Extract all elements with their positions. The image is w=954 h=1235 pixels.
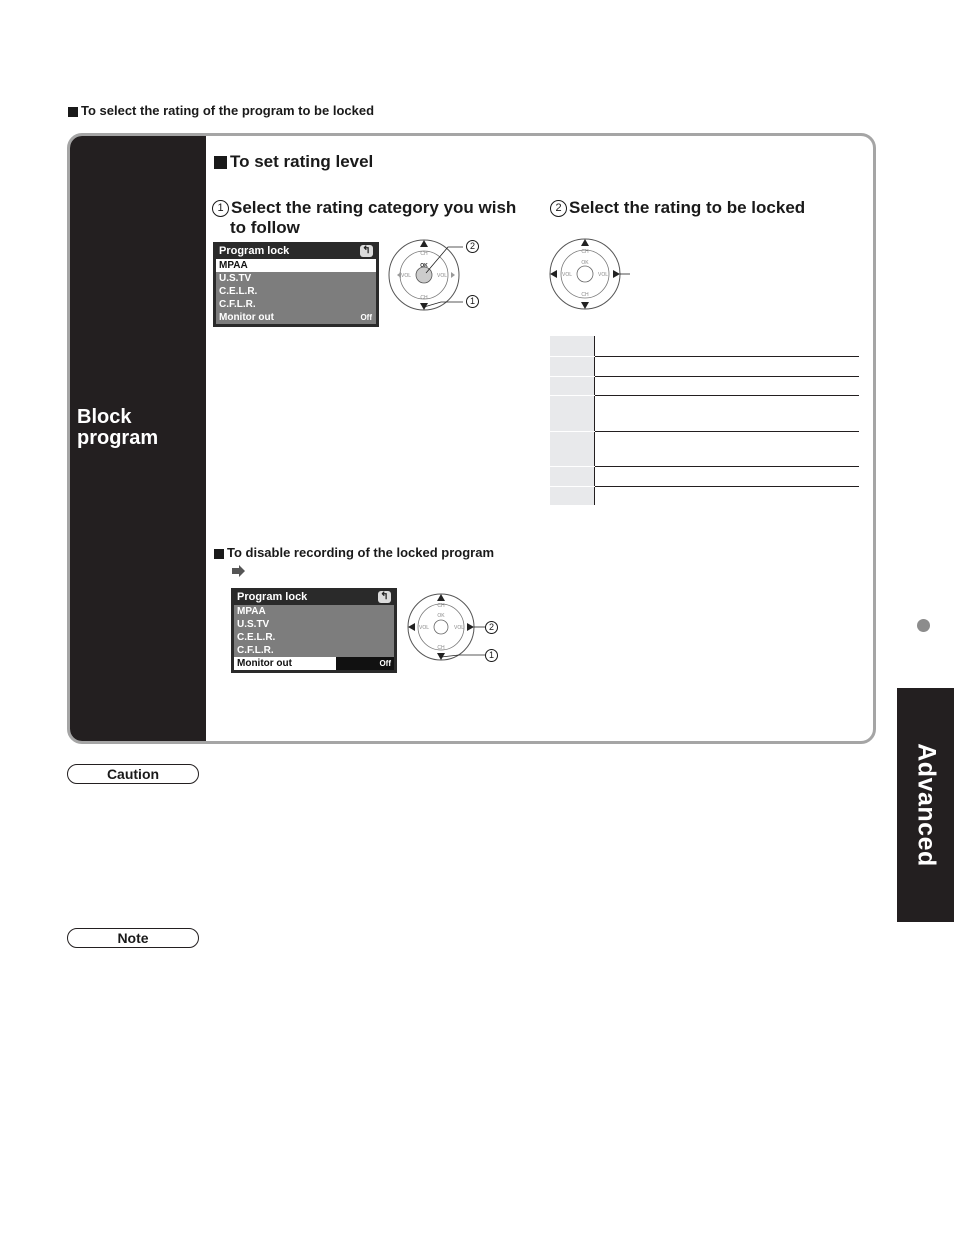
menu-item-cflr[interactable]: C.F.L.R. [219,299,256,310]
square-bullet-icon [214,549,224,559]
advanced-tab: Advanced [897,688,954,922]
table-row [550,431,859,466]
svg-text:VOL: VOL [436,273,448,279]
svg-text:OK: OK [581,260,589,266]
table-row [550,356,859,376]
rating-table [550,336,859,505]
section-header [68,103,374,118]
svg-text:VOL: VOL [400,273,412,279]
monitor-out-value: Off [336,657,394,670]
left-arrow-icon [408,623,415,631]
menu-item-cflr[interactable]: C.F.L.R. [237,645,274,656]
program-lock-menu [213,242,379,327]
svg-text:CH: CH [437,603,445,609]
table-row [550,486,859,505]
up-arrow-icon [420,240,428,247]
section-heading: To set rating level [214,152,373,172]
sidebar [70,136,206,741]
menu-item-us-tv[interactable]: U.S.TV [219,273,252,284]
table-row [550,336,859,356]
right-arrow-icon [451,272,455,278]
step-2: 2 Select the rating to be locked [550,198,805,218]
svg-text:CH: CH [437,645,445,651]
svg-text:VOL: VOL [561,272,573,278]
menu-item-us-tv[interactable]: U.S.TV [237,619,270,630]
remote-dpad-2 [546,234,636,314]
square-bullet-icon [68,107,78,117]
sidebar-title: Block program [77,406,159,449]
svg-text:CH: CH [420,295,428,301]
callout-2: 2 [485,621,498,634]
up-arrow-icon [581,239,589,246]
menu-item-celr[interactable]: C.E.L.R. [237,632,276,643]
disable-heading: To disable recording of the locked program [214,545,494,560]
return-icon[interactable]: ↰ [360,245,373,257]
right-arrow-icon [232,565,246,577]
svg-text:CH: CH [420,251,428,257]
return-icon[interactable]: ↰ [378,591,391,603]
header-text: To select the rating of the program to be locked [81,103,375,118]
menu-title: Program lock ↰ [216,244,376,259]
callout-1: 1 [466,295,479,308]
svg-text:CH: CH [581,249,589,255]
left-arrow-icon [550,270,557,278]
svg-text:OK: OK [437,613,445,619]
callout-2: 2 [466,240,479,253]
program-lock-menu-2 [231,588,397,673]
right-arrow-icon [613,270,620,278]
menu-title: Program lock ↰ [234,590,394,605]
table-row [550,395,859,431]
svg-text:CH: CH [581,292,589,298]
menu-item-mpaa[interactable]: MPAA [237,606,266,617]
up-arrow-icon [437,594,445,601]
square-bullet-icon [214,156,227,169]
svg-text:VOL: VOL [597,272,609,278]
menu-item-celr[interactable]: C.E.L.R. [219,286,258,297]
callout-1: 1 [485,649,498,662]
menu-item-monitor-out[interactable]: Monitor out Off [234,657,394,670]
caution-label: Caution [67,764,199,784]
note-label: Note [67,928,199,948]
menu-item-mpaa[interactable]: MPAA [216,259,376,272]
step-number: 2 [550,200,567,217]
table-row [550,376,859,395]
table-row [550,466,859,486]
down-arrow-icon [581,302,589,309]
menu-item-monitor-out[interactable]: Monitor out Off [219,312,372,323]
step-1: 1 Select the rating category you wish to follow [212,198,532,238]
svg-text:OK: OK [420,263,428,269]
svg-text:VOL: VOL [418,625,430,631]
monitor-out-value: Off [360,313,372,322]
step-number: 1 [212,200,229,217]
svg-text:VOL: VOL [453,625,465,631]
page-marker-dot [917,619,930,632]
right-arrow-icon [467,623,474,631]
